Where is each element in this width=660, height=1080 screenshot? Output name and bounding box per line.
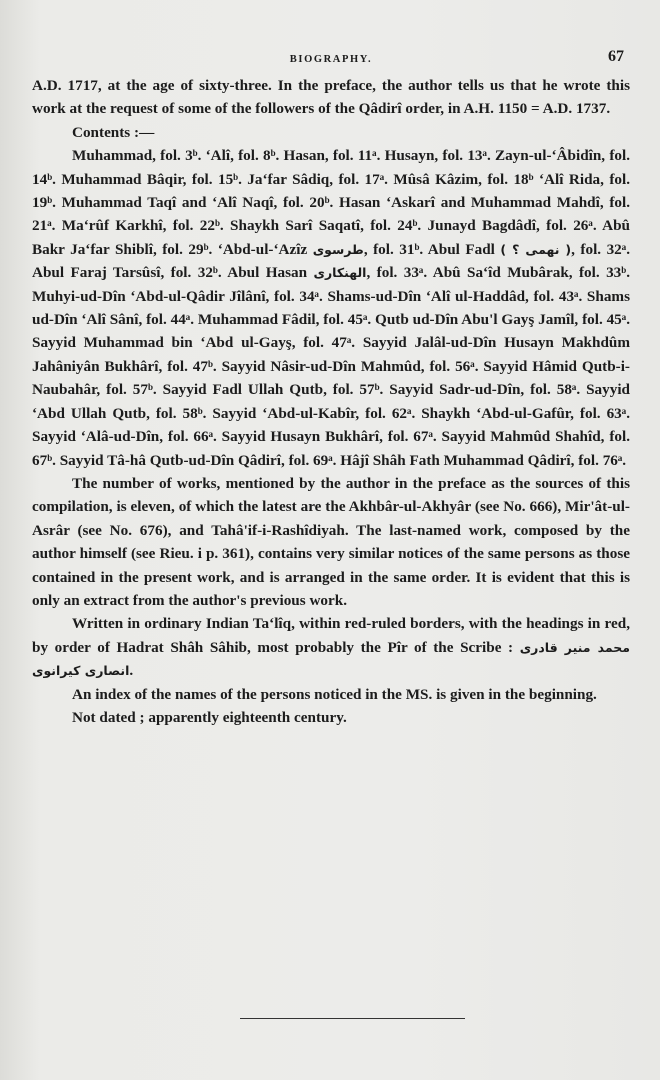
index-paragraph: An index of the names of the persons noticed in the MS. is given in the beginning. bbox=[72, 685, 597, 703]
contents-text-3: , fol. 32ᵃ. Abul Faraj Tarsûsî, fol. 32ᵇ. Abul Hasan bbox=[32, 240, 630, 282]
running-title: BIOGRAPHY. bbox=[289, 54, 373, 65]
date-paragraph: Not dated ; apparently eighteenth century. bbox=[72, 708, 347, 726]
contents-paragraph bbox=[32, 144, 630, 472]
works-paragraph: The number of works, mentioned by the author in the preface as the sources of this compilation, is eleven, of which the latest are the Akhbâr-ul-Akhyâr (see No. 666), Mir'ât-ul-Asrâr (see No. 676), and Tahâ'if-i-Rashîdiyah. The last-named work, composed by the author himself (see Rieu. i p. 361), contains very similar notices of the same persons as those contained in the present work, and is arranged in the same order. It is evident that this is only an extract from the author's previous work. bbox=[32, 474, 630, 609]
intro-paragraph: A.D. 1717, at the age of sixty-three. In the preface, the author tells us that he wrote this work at the request of some of the followers of the Qâdirî order, in A.H. 1150 = A.D. 1737. bbox=[32, 77, 630, 118]
contents-text-2: , fol. 31ᵇ. Abul Fadl bbox=[363, 240, 495, 258]
contents-heading: Contents :— bbox=[72, 123, 155, 141]
written-text: Written in ordinary Indian Ta‘lîq, within red-ruled borders, with the headings in red, by order of Hadrat Shâh Sâhib, most probably the Pîr of the Scribe : bbox=[32, 615, 630, 656]
written-paragraph bbox=[32, 612, 630, 682]
scribe-name-arabic: محمد منیر قادری انصاری کیرانوی bbox=[32, 639, 631, 679]
page-header bbox=[32, 44, 630, 74]
page-number: 67 bbox=[608, 48, 624, 65]
arabic-term-1: طرسوی bbox=[312, 241, 364, 257]
arabic-term-2: ( نهمی ؟ ) bbox=[500, 241, 572, 257]
contents-text: Muhammad, fol. 3ᵇ. ‘Alî, fol. 8ᵇ. Hasan, fol. 11ᵃ. Husayn, fol. 13ᵃ. Zayn-ul-‘Âbidîn, fol. 14ᵇ. Muhammad Bâqir, fol. 15ᵇ. Ja‘far Sâdiq, fol. 17ᵃ. Mûsâ Kâzim, fol. 18ᵇ ‘Alî Rida, fol. 19ᵇ. Muhammad Taqî and ‘Alî Naqî, fol. 20ᵇ. Hasan ‘Askarî and Muhammad Mahdî, fol. 21ᵃ. Ma‘rûf Karkhî, fol. 22ᵇ. Shaykh Sarî Saqatî, fol. 24ᵇ. Junayd Bagdâdî, fol. 26ᵃ. Abû Bakr Ja‘far Shiblî, fol. 29ᵇ. ‘Abd-ul-‘Azîz bbox=[32, 147, 630, 258]
written-end: . bbox=[129, 662, 134, 680]
body-text bbox=[32, 74, 630, 729]
closing-rule bbox=[240, 1018, 465, 1019]
arabic-term-3: الهنکاری bbox=[313, 265, 367, 281]
contents-text-4: , fol. 33ᵃ. Abû Sa‘îd Mubârak, fol. 33ᵇ. Muhyi-ud-Dîn ‘Abd-ul-Qâdir Jîlânî, fol. 34ᵃ. Shams-ud-Dîn ‘Alî ul-Haddâd, fol. 43ᵃ. Shams ud-Dîn ‘Alî Sânî, fol. 44ᵃ. Muhammad Fâdil, fol. 45ᵃ. Qutb ud-Dîn Abu'l Gayş Jamîl, fol. 45ᵃ. Sayyid Muhammad bin ‘Abd ul-Gayş, fol. 47ᵃ. Sayyid Jalâl-ud-Dîn Husayn Makhdûm Jahâniyân Bukhârî, fol. 47ᵇ. Sayyid Nâsir-ud-Dîn Mahmûd, fol. 56ᵃ. Sayyid Hâmid Qutb-i-Naubahâr, fol. 57ᵇ. Sayyid Fadl Ullah Qutb, fol. 57ᵇ. Sayyid Sadr-ud-Dîn, fol. 58ᵃ. Sayyid ‘Abd Ullah Qutb, fol. 58ᵇ. Sayyid ‘Abd-ul-Kabîr, fol. 62ᵃ. Shaykh ‘Abd-ul-Gafûr, fol. 63ᵃ. Sayyid ‘Alâ-ud-Dîn, fol. 66ᵃ. Sayyid Husayn Bukhârî, fol. 67ᵃ. Sayyid Mahmûd Shahîd, fol. 67ᵇ. Sayyid Tâ-hâ Qutb-ud-Dîn Qâdirî, fol. 69ᵃ. Hâjî Shâh Fath Muhammad Qâdirî, fol. 76ᵃ. bbox=[32, 264, 630, 469]
